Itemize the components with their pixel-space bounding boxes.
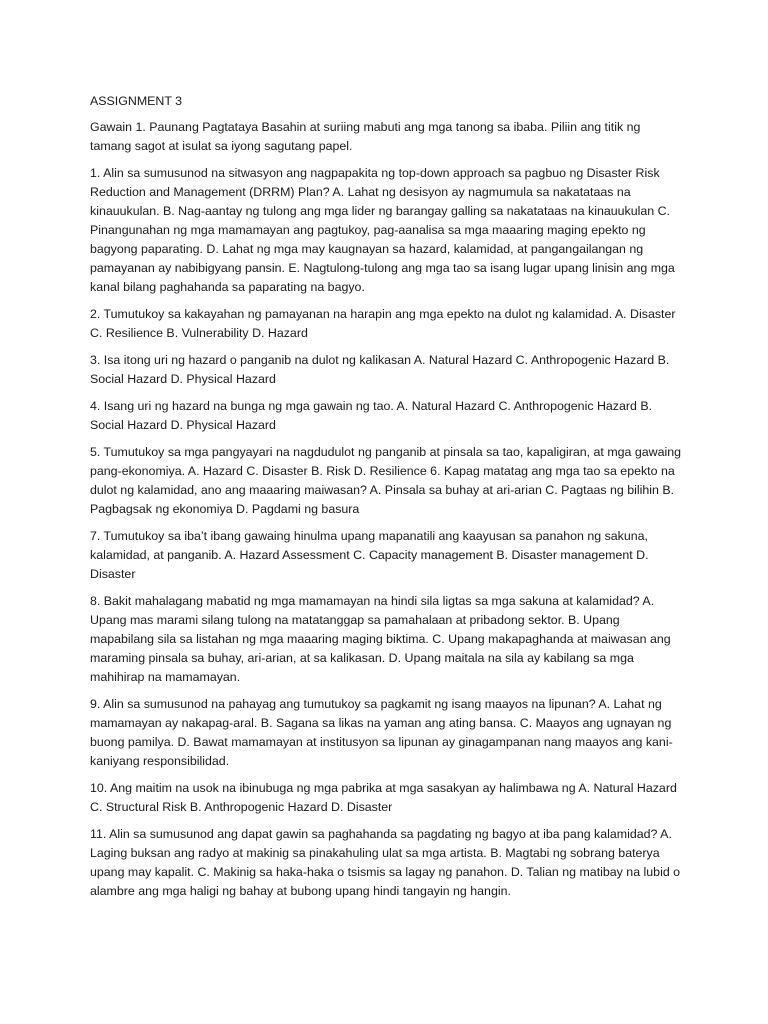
document-title: ASSIGNMENT 3 [90, 94, 183, 108]
question-7: 7. Tumutukoy sa iba’t ibang gawaing hinulma upang mapanatili ang kaayusan sa panahon ng sakuna, kalamidad, at panganib. A. Hazard Assessment C. Capacity management B. Disaster management D. Disaster [90, 529, 649, 581]
question-11: 11. Alin sa sumusunod ang dapat gawin sa paghahanda sa pagdating ng bagyo at iba pang kalamidad? A. Laging buksan ang radyo at makinig sa pinakahuling ulat sa mga artista. B. Magtabi ng sobrang baterya upang may kapalit. C. Makinig sa haka-haka o tsismis sa lagay ng panahon. D. Talian ng matibay na lubid o alambre ang mga haligi ng bahay at bubong upang hindi tangayin ng hangin. [90, 827, 681, 898]
instructions-paragraph: Gawain 1. Paunang Pagtataya Basahin at suriing mabuti ang mga tanong sa ibaba. Piliin ang titik ng tamang sagot at isulat sa iyong sagutang papel. [90, 120, 641, 153]
question-4: 4. Isang uri ng hazard na bunga ng mga gawain ng tao. A. Natural Hazard C. Anthropogenic Hazard B. Social Hazard D. Physical Hazard [90, 399, 653, 432]
question-2: 2. Tumutukoy sa kakayahan ng pamayanan na harapin ang mga epekto na dulot ng kalamidad. A. Disaster C. Resilience B. Vulnerability D. Hazard [90, 307, 676, 340]
question-8: 8. Bakit mahalagang mabatid ng mga mamamayan na hindi sila ligtas sa mga sakuna at kalamidad? A. Upang mas marami silang tulong na matatanggap sa pamahalaan at pribadong sektor. B. Upang mapabilang sila sa listahan ng mga maaaring maging biktima. C. Upang makapaghanda at maiwasan ang maraming pinsala sa buhay, ari-arian, at sa kalikasan. D. Upang maitala na sila ay kabilang sa mga mahihirap na mamamayan. [90, 594, 671, 684]
document-page [90, 92, 682, 909]
question-9: 9. Alin sa sumusunod na pahayag ang tumutukoy sa pagkamit ng isang maayos na lipunan? A. Lahat ng mamamayan ay nakapag-aral. B. Sagana sa likas na yaman ang ating bansa. C. Maayos ang ugnayan ng buong pamilya. D. Bawat mamamayan at institusyon sa lipunan ay ginagampanan nang maayos ang kani-kaniyang responsibilidad. [90, 697, 673, 768]
question-5-6: 5. Tumutukoy sa mga pangyayari na nagdudulot ng panganib at pinsala sa tao, kapaligiran, at mga gawaing pang-ekonomiya. A. Hazard C. Disaster B. Risk D. Resilience 6. Kapag matatag ang mga tao sa epekto na dulot ng kalamidad, ano ang maaaring maiwasan? A. Pinsala sa buhay at ari-arian C. Pagtaas ng bilihin B. Pagbagsak ng ekonomiya D. Pagdami ng basura [90, 445, 682, 516]
question-1: 1. Alin sa sumusunod na sitwasyon ang nagpapakita ng top-down approach sa pagbuo ng Disaster Risk Reduction and Management (DRRM) Plan? A. Lahat ng desisyon ay nagmumula sa nakatataas na kinauukulan. B. Nag-aantay ng tulong ang mga lider ng barangay galling sa nakatataas na kinauukulan C. Pinangunahan ng mga mamamayan ang pagtukoy, pag-aanalisa sa mga maaaring maging epekto ng bagyong paparating. D. Lahat ng mga may kaugnayan sa hazard, kalamidad, at pangangailangan ng pamayanan ay nabibigyang pansin. E. Nagtulong-tulong ang mga tao sa isang lugar upang linisin ang mga kanal bilang paghahanda sa paparating na bagyo. [90, 166, 675, 294]
question-10: 10. Ang maitim na usok na ibinubuga ng mga pabrika at mga sasakyan ay halimbawa ng A. Natural Hazard C. Structural Risk B. Anthropogenic Hazard D. Disaster [90, 781, 677, 814]
question-3: 3. Isa itong uri ng hazard o panganib na dulot ng kalikasan A. Natural Hazard C. Anthropogenic Hazard B. Social Hazard D. Physical Hazard [90, 353, 670, 386]
